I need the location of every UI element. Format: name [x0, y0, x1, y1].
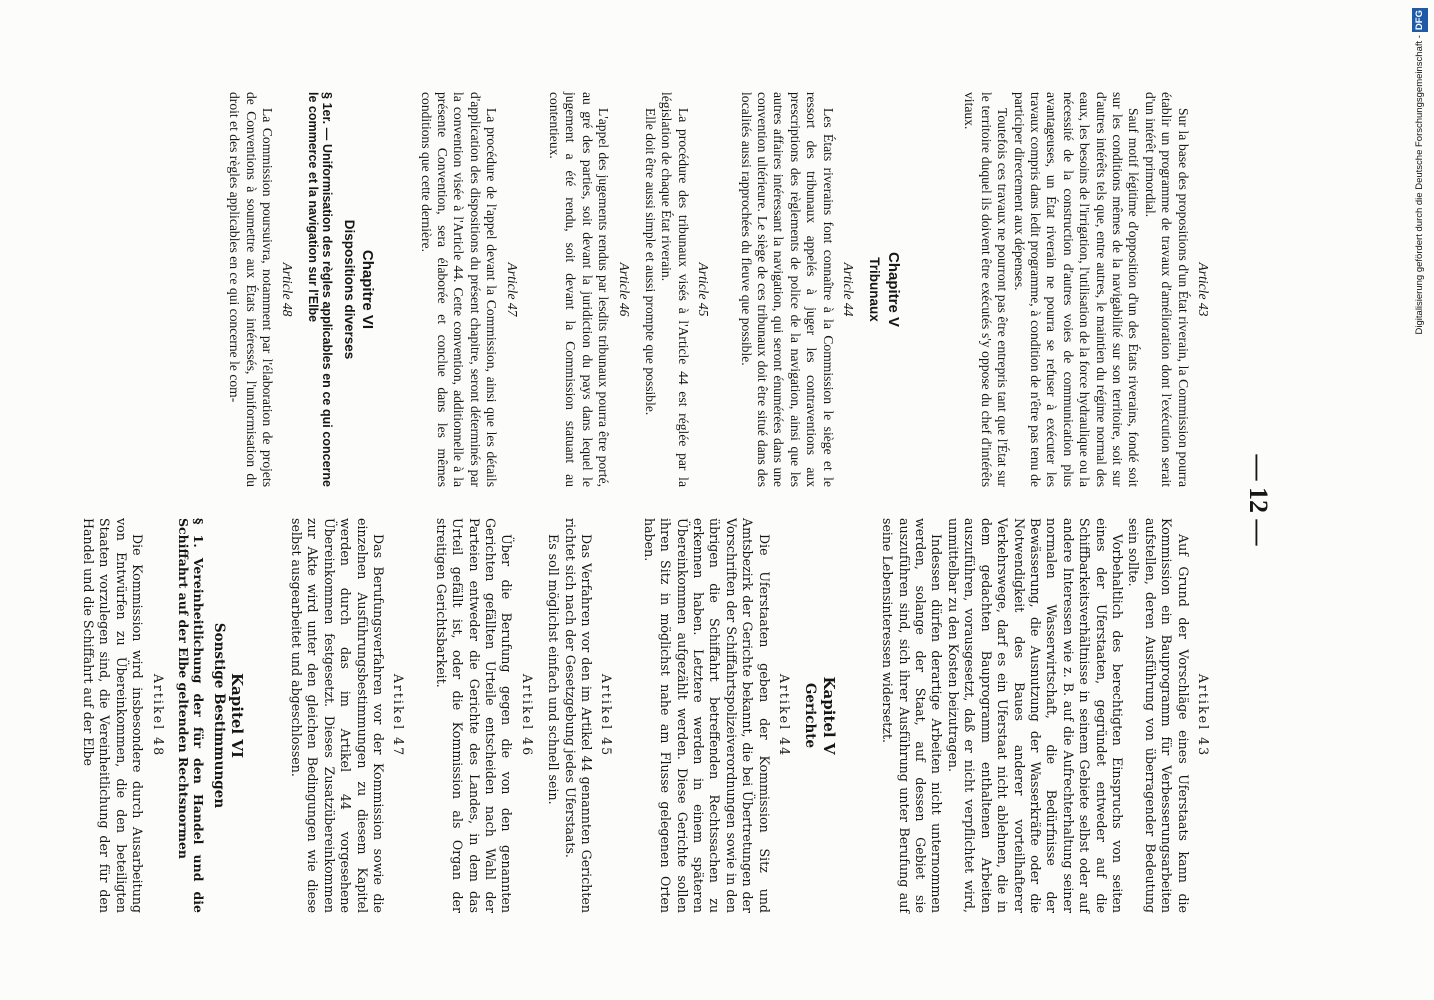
article-47-paragraph-fr: La procédure de l'appel devant la Commission, ainsi que les détails d'application des dispositions du présent chapitre, seront déterminés par la convention visée à l'Article 44. Cette convention, additionnelle à la présente Convention, sera élaborée et conclue dans les mêmes conditions que cette dernière.	[418, 92, 500, 487]
article-43-paragraph-3-fr: Toutefois ces travaux ne pourront pas être entrepris tant que l'État sur le territoire duquel ils doivent être exécutés s'y oppose du chef d'intérêts vitaux.	[962, 92, 1011, 487]
german-column	[81, 518, 1221, 913]
article-47-heading-de: Artikel 47	[391, 673, 407, 758]
chapter-5-subtitle-de: Gerichte	[802, 682, 819, 749]
article-44-paragraph-fr: Les États riverains font connaître à la Commission le siège et le ressort des tribunaux appelés à juger les contraventions aux prescriptions des règlements de police de la navigation, ainsi que les autres affaires intéressant la navigation, qui seront énumérées dans une convention ultérieure. Le siège de ces tribunaux doit être situé dans des localités aussi rapprochées du fleuve que possible.	[738, 92, 836, 487]
rotated-document-page	[81, 70, 1307, 930]
article-43-paragraph-2-de: Vorbehaltlich des berechtigten Einspruchs von seiten eines der Uferstaaten, gegründet entweder auf die Schiffbarkeitsverhältnisse in seinem Gebiete selbst oder auf andere Interessen wie z. B. auf die Aufrechterhaltung seiner normalen Wasserwirtschaft, die Bedürfnisse der Bewässerung, die Ausnutzung der Wasserkräfte oder die Notwendigkeit des Baues anderer vorteilhafterer Verkehrswege, darf es ein Uferstaat nicht ablehnen, die in dem gedachten Bauprogramm enthaltenen Arbeiten auszuführen, vorausgesetzt, daß er nicht verpflichtet wird, unmittelbar zu den Kosten beizutragen.	[945, 518, 1125, 913]
section-1-heading-fr: § 1er. — Uniformisation des règles applicables en ce qui concerne le commerce et la navigation sur l'Elbe	[305, 92, 335, 487]
article-43-paragraph-1-de: Auf Grund der Vorschläge eines Uferstaats kann die Kommission ein Bauprogramm für Verbesserungsarbeiten aufstellen, deren Ausführung von überragender Bedeutung sein sollte.	[1126, 518, 1191, 913]
chapter-5-heading-de: Kapitel V	[819, 676, 838, 755]
article-45-paragraph-2-fr: Elle doit être aussi simple et aussi prompte que possible.	[643, 108, 659, 416]
french-column	[161, 92, 1221, 487]
article-46-paragraph-fr: L'appel des jugements rendus par lesdits tribunaux pourra être porté, au gré des parties, soit devant la juridiction du pays dans lequel le jugement a été rendu, soit devant la Commission statuant au contentieux.	[547, 92, 612, 487]
article-45-paragraph-1-fr: La procédure des tribunaux visés à l'Article 44 est réglée par la législation de chaque État riverain.	[659, 92, 691, 487]
article-48-paragraph-de: Die Kommission wird insbesondere durch Ausarbeitung von Entwürfen zu Übereinkommen, die den beteiligten Staaten vorzulegen sind, die Vereinheitlichung der für den Handel und die Schiffahrt auf der Elbe	[81, 518, 146, 913]
article-46-paragraph-de: Über die Berufung gegen die von den genannten Gerichten gefällten Urteile entscheiden nach Wahl der Parteien entweder die Gerichte des Landes, in dem das Urteil gefällt ist, oder die Kommission als Organ der streitigen Gerichtsbarkeit.	[433, 518, 515, 913]
article-43-paragraph-3-de: Indessen dürfen derartige Arbeiten nicht unternommen werden, solange der Staat, auf dessen Gebiet sie auszuführen sind, sich ihrer Ausführung unter Berufung auf seine Lebensinteressen widersetzt.	[880, 518, 945, 913]
article-45-paragraph-2-de: Es soll möglichst einfach und schnell sein.	[546, 534, 562, 805]
article-48-paragraph-fr: La Commission poursuivra, notamment par l'élaboration de projets de Conventions à soumettre aux États intéressés, l'uniformisation du droit et des règles applicables en ce qui concerne le com-	[227, 92, 275, 487]
article-44-paragraph-de: Die Uferstaaten geben der Kommission Sitz und Amtsbezirk der Gerichte bekannt, die bei Übertretungen der Vorschriften der Schiffahrtspolizeiverordnungen sowie in den übrigen die Schiffahrt betreffenden Rechtssachen zu erkennen haben. Letztere werden in einem späteren Übereinkommen aufgezählt werden. Diese Gerichte sollen ihren Sitz in möglichst nahe am Flusse gelegenen Orten haben.	[641, 518, 772, 913]
chapter-6-subtitle-fr: Dispositions diverses	[341, 219, 357, 360]
page-number: — 12 —	[1244, 454, 1273, 546]
article-43-paragraph-2-fr: Sauf motif légitime d'opposition d'un des États riverains, fondé soit sur les conditions mêmes de la navigabilité sur son territoire, soit sur d'autres intérêts tels que, entre autres, le maintien du régime normal des eaux, les besoins de l'irrigation, l'utilisation de la force hydraulique ou la nécessité de la construction d'autres voies de communication plus avantageuses, un État riverain ne pourra se refuser à exécuter les travaux compris dans ledit programme, à condition de n'être pas tenu de participer directement aux dépenses.	[1011, 92, 1142, 487]
chapter-5-heading-fr: Chapitre V	[884, 251, 902, 327]
credit-text-wrapper	[1412, 8, 1428, 388]
chapter-6-heading-fr: Chapitre VI	[359, 249, 377, 330]
credit-text: Digitalisierung gefördert durch die Deutsche Forschungsgemeinschaft -	[1414, 35, 1425, 335]
article-44-heading-fr: Article 44	[841, 262, 857, 317]
section-1-heading-de: § 1. Vereinheitlichung der für den Handel und die Schiffahrt auf der Elbe geltenden Rechtsnormen	[176, 518, 206, 913]
article-43-heading-fr: Article 43	[1196, 262, 1211, 317]
article-45-paragraph-1-de: Das Verfahren vor den im Artikel 44 genannten Gerichten richtet sich nach der Gesetzgebung jedes Uferstaats.	[562, 518, 594, 913]
article-48-heading-de: Artikel 48	[150, 673, 166, 758]
article-43-heading-de: Artikel 43	[1196, 673, 1211, 758]
article-47-paragraph-de: Das Berufungsverfahren vor der Kommission sowie die einzelnen Ausführungsbestimmungen zu diesem Kapitel werden durch das im Artikel 44 vorgesehene Übereinkommen festgesetzt. Dieses Zusatzübereinkommen zur Akte wird unter den gleichen Bedingungen wie diese selbst ausgearbeitet und abgeschlossen.	[288, 518, 386, 913]
article-46-heading-de: Artikel 46	[519, 673, 535, 758]
article-43-paragraph-1-fr: Sur la base des propositions d'un État riverain, la Commission pourra établir un programme de travaux d'amélioration dont l'exécution serait d'un intérêt primordial.	[1142, 92, 1191, 487]
dfg-logo: DFG	[1412, 8, 1428, 32]
chapter-6-heading-de: Kapitel VI	[228, 673, 247, 758]
article-47-heading-fr: Article 47	[504, 262, 520, 317]
digitization-credit	[1408, 8, 1432, 388]
chapter-5-subtitle-fr: Tribunaux	[867, 257, 883, 322]
article-48-heading-fr: Article 48	[280, 262, 296, 317]
article-45-heading-fr: Article 45	[696, 262, 712, 317]
article-44-heading-de: Artikel 44	[777, 673, 793, 758]
article-46-heading-fr: Article 46	[616, 262, 632, 317]
article-45-heading-de: Artikel 45	[599, 673, 615, 758]
chapter-6-subtitle-de: Sonstige Bestimmungen	[211, 622, 228, 809]
